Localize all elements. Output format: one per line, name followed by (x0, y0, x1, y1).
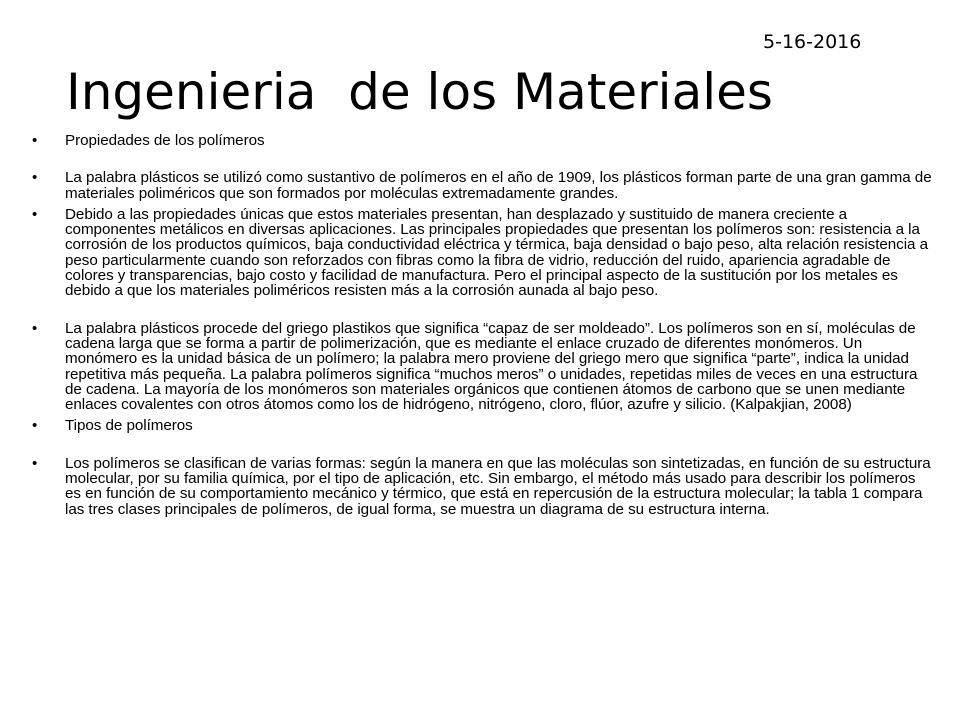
list-item-properties (32, 207, 932, 299)
slide-title: Ingenieria de los Materiales (66, 63, 773, 121)
list-item-types-heading (32, 418, 932, 433)
bullet-icon: • (32, 319, 38, 337)
bullet-icon: • (32, 205, 38, 223)
list-item-text: Propiedades de los polímeros (65, 132, 265, 149)
list-item-text: Los polímeros se clasifican de varias formas: según la manera en que las moléculas son sintetizadas, en función de su estructura molecular, por su familia química, por el tipo de aplicación, etc. Sin embargo, el método más usado para describir los polímeros es en función de su comportamiento mecánico y térmico, que está en repercusión de la estructura molecular; la tabla 1 compara las tres clases principales de polímeros, de igual forma, se muestra un diagrama de su estructura interna. (65, 454, 931, 518)
list-item-text: Tipos de polímeros (65, 417, 193, 435)
list-item-classification (32, 456, 932, 517)
list-item-properties-heading (32, 133, 932, 148)
bullet-icon: • (32, 417, 38, 435)
list-item-text: Debido a las propiedades únicas que estos materiales presentan, han desplazado y sustituido de manera creciente a componentes metálicos en diversas aplicaciones. Las principales propiedades que presentan los polímeros son: resistencia a la corrosión de los productos químicos, baja conductividad eléctrica y térmica, baja densidad o bajo peso, alta relación resistencia a peso particularmente cuando son reforzados con fibras como la fibra de vidrio, reducción del ruido, apariencia agradable de colores y transparencias, bajo costo y facilidad de manufactura. Pero el principal aspecto de la sustitución por los metales es debido a que los materiales poliméricos resisten más a la corrosión aunada al bajo peso. (65, 205, 928, 300)
slide-body (32, 133, 932, 523)
bullet-icon: • (32, 132, 38, 149)
bullet-icon: • (32, 169, 38, 187)
list-item-etymology (32, 321, 932, 413)
bullet-icon: • (32, 454, 38, 472)
list-item-text: La palabra plásticos procede del griego plastikos que significa “capaz de ser moldeado”. Los polímeros son en sí, moléculas de cadena larga que se forma a partir de polimerización, que es mediante el enlace cruzado de diferentes monómeros. Un monómero es la unidad básica de un polímero; la palabra mero proviene del griego mero que significa “parte”, indica la unidad repetitiva más pequeña. La palabra polímeros significa “muchos meros” o unidades, repetidas miles de veces en una estructura de cadena. La mayoría de los monómeros son materiales orgánicos que contienen átomos de carbono que se unen mediante enlaces covalentes con otros átomos como los de hidrógeno, nitrógeno, cloro, flúor, azufre y silicio. (Kalpakjian, 2008) (65, 319, 918, 414)
list-item-plastics-definition (32, 170, 932, 201)
list-item-text: La palabra plásticos se utilizó como sustantivo de polímeros en el año de 1909, los plásticos forman parte de una gran gamma de materiales poliméricos que son formados por moléculas extremadamente grandes. (65, 169, 932, 202)
slide-date: 5-16-2016 (763, 31, 862, 53)
